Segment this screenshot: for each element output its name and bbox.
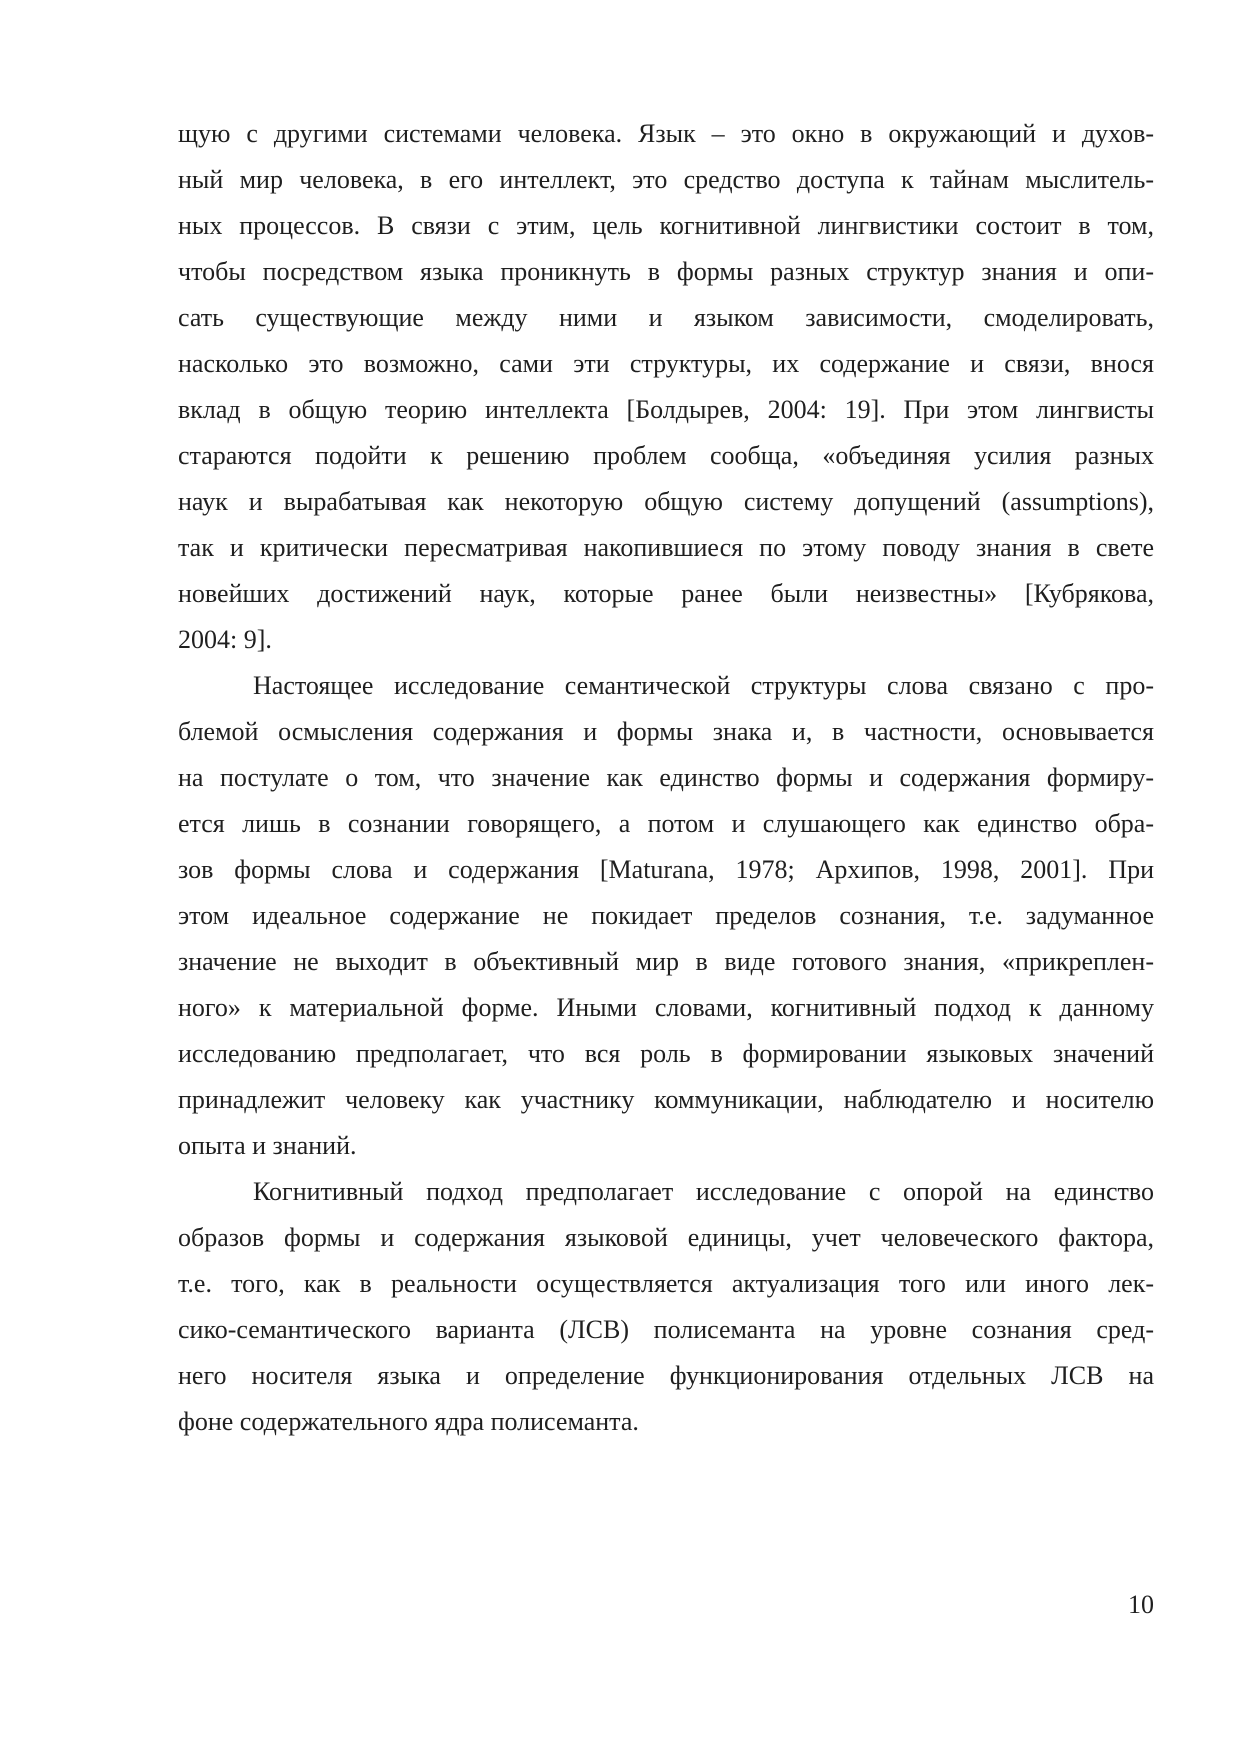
text-line: ных процессов. В связи с этим, цель когнитивной лингвистики состоит в том, xyxy=(178,211,1154,240)
text-line: сать существующие между ними и языком зависимости, смоделировать, xyxy=(178,303,1154,332)
text-line: этом идеальное содержание не покидает пределов сознания, т.е. задуманное xyxy=(178,901,1154,930)
text-line: новейших достижений наук, которые ранее были неизвестны» [Кубрякова, xyxy=(178,579,1154,608)
text-line: ный мир человека, в его интеллект, это средство доступа к тайнам мыслитель- xyxy=(178,165,1154,194)
text-line: чтобы посредством языка проникнуть в формы разных структур знания и опи- xyxy=(178,257,1154,286)
text-line: опыта и знаний. xyxy=(178,1131,357,1160)
paragraph-first-line: Настоящее исследование семантической структуры слова связано с про- xyxy=(253,671,1154,700)
text-line: так и критически пересматривая накопившиеся по этому поводу знания в свете xyxy=(178,533,1154,562)
text-line: наук и вырабатывая как некоторую общую систему допущений (assumptions), xyxy=(178,487,1154,516)
text-line: значение не выходит в объективный мир в виде готового знания, «прикреплен- xyxy=(178,947,1154,976)
text-line: сико-семантического варианта (ЛСВ) полисеманта на уровне сознания сред- xyxy=(178,1315,1154,1344)
text-line: т.е. того, как в реальности осуществляется актуализация того или иного лек- xyxy=(178,1269,1154,1298)
text-line: ного» к материальной форме. Иными словами, когнитивный подход к данному xyxy=(178,993,1154,1022)
text-line: вклад в общую теорию интеллекта [Болдырев, 2004: 19]. При этом лингвисты xyxy=(178,395,1154,424)
page-number: 10 xyxy=(1128,1590,1154,1619)
text-line: образов формы и содержания языковой единицы, учет человеческого фактора, xyxy=(178,1223,1154,1252)
text-line: ется лишь в сознании говорящего, а потом и слушающего как единство обра- xyxy=(178,809,1154,838)
paragraph-first-line: Когнитивный подход предполагает исследование с опорой на единство xyxy=(253,1177,1154,1206)
text-line: исследованию предполагает, что вся роль в формировании языковых значений xyxy=(178,1039,1154,1068)
text-line: 2004: 9]. xyxy=(178,625,272,654)
text-line: принадлежит человеку как участнику коммуникации, наблюдателю и носителю xyxy=(178,1085,1154,1114)
text-line: стараются подойти к решению проблем сообща, «объединяя усилия разных xyxy=(178,441,1154,470)
text-line: щую с другими системами человека. Язык – это окно в окружающий и духов- xyxy=(178,119,1154,148)
text-line: фоне содержательного ядра полисеманта. xyxy=(178,1407,639,1436)
text-line: на постулате о том, что значение как единство формы и содержания формиру- xyxy=(178,763,1154,792)
text-line: насколько это возможно, сами эти структуры, их содержание и связи, внося xyxy=(178,349,1154,378)
text-line: него носителя языка и определение функционирования отдельных ЛСВ на xyxy=(178,1361,1154,1390)
text-line: зов формы слова и содержания [Maturana, 1978; Архипов, 1998, 2001]. При xyxy=(178,855,1154,884)
text-line: блемой осмысления содержания и формы знака и, в частности, основывается xyxy=(178,717,1154,746)
